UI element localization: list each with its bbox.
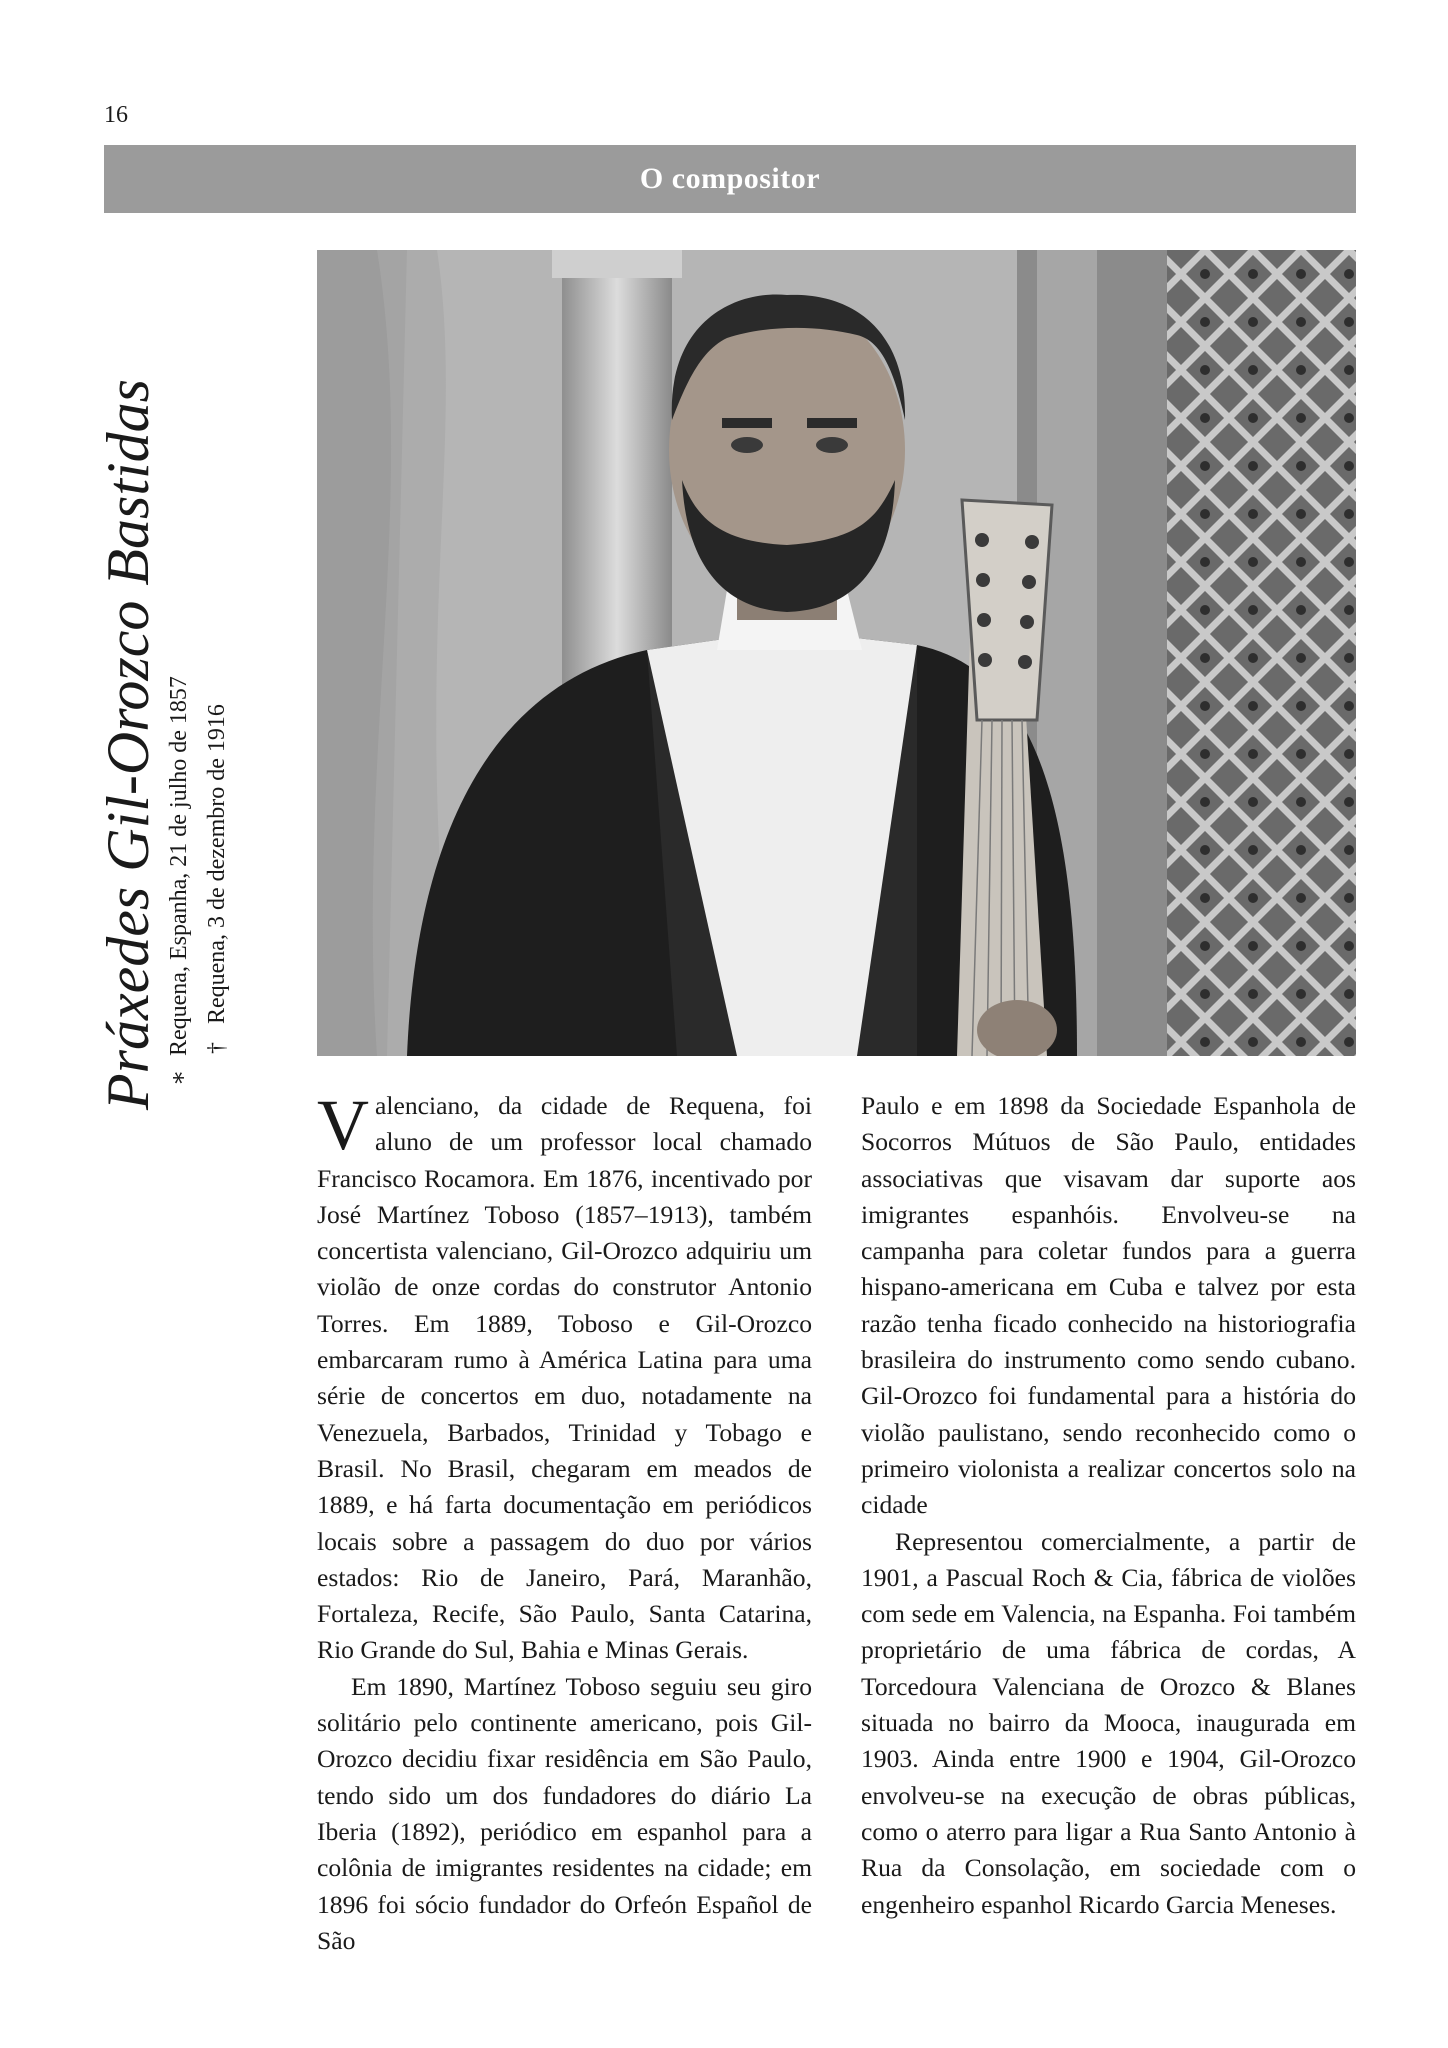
composer-name: Práxedes Gil-Orozco Bastidas <box>95 378 161 1110</box>
section-header-bar: O compositor <box>104 145 1356 213</box>
text-column-left <box>317 1085 812 1959</box>
composer-vertical-heading <box>96 240 236 1110</box>
birth-symbol: ∗ <box>166 1069 192 1086</box>
paragraph: Paulo e em 1898 da Sociedade Espanhola de Socorros Mútuos de São Paulo, entidades associativas que visavam dar suporte aos imigrantes espanhóis. Envolveu-se na campanha para coletar fundos para a guerra hispano-americana em Cuba e talvez por esta razão tenha ficado conhecido na historiografia brasileira do instrumento como sendo cubano. Gil-Orozco foi fundamental para a história do violão paulistano, sendo reconhecido como o primeiro violonista a realizar concertos solo na cidade <box>861 1091 1356 1520</box>
paragraph: Representou comercialmente, a partir de 1901, a Pascual Roch & Cia, fábrica de violões com sede em Valencia, na Espanha. Foi também proprietário de uma fábrica de cordas, A Torcedoura Valenciana de Orozco & Blanes situada no bairro da Mooca, inaugurada em 1903. Ainda entre 1900 e 1904, Gil-Orozco envolveu-se na execução de obras públicas, como o aterro para ligar a Rua Santo Antonio à Rua da Consolação, em sociedade com o engenheiro espanhol Ricardo Garcia Meneses. <box>861 1526 1356 1919</box>
death-line <box>198 240 236 1110</box>
paragraph: Em 1890, Martínez Toboso seguiu seu giro solitário pelo continente americano, pois Gil-Orozco decidiu fixar residência em São Paulo, tendo sido um dos fundadores do diário La Iberia (1892), periódico em espanhol para a colônia de imigrantes residentes na cidade; em 1896 foi sócio fundador do Orfeón Español de São <box>317 1671 812 1955</box>
birth-text: Requena, Espanha, 21 de julho de 1857 <box>166 676 192 1056</box>
text-column-right <box>861 1088 1356 1959</box>
page-number: 16 <box>104 102 128 128</box>
paragraph-text: alenciano, da cidade de Requena, foi aluno de um professor local chamado Francisco Rocamora. Em 1876, incentivado por José Martínez Toboso (1857–1913), também concertista valenciano, Gil-Orozco adquiriu um violão de onze cordas do construtor Antonio Torres. Em 1889, Toboso e Gil-Orozco embarcaram rumo à América Latina para uma série de concertos em duo, notadamente na Venezuela, Barbados, Trinidad y Tobago e Brasil. No Brasil, chegaram em meados de 1889, e há farta documentação em periódicos locais sobre a passagem do duo por vários estados: Rio de Janeiro, Pará, Maranhão, Fortaleza, Recife, São Paulo, Santa Catarina, Rio Grande do Sul, Bahia e Minas Gerais. <box>317 1091 812 1665</box>
portrait-photo <box>317 250 1356 1056</box>
death-symbol: † <box>204 1042 230 1054</box>
death-text: Requena, 3 de dezembro de 1916 <box>204 704 230 1024</box>
body-columns <box>317 1085 1356 1959</box>
drop-cap: V <box>317 1085 369 1165</box>
paragraph <box>317 1085 812 1669</box>
portrait-illustration <box>317 250 1356 1056</box>
birth-line <box>160 240 198 1110</box>
